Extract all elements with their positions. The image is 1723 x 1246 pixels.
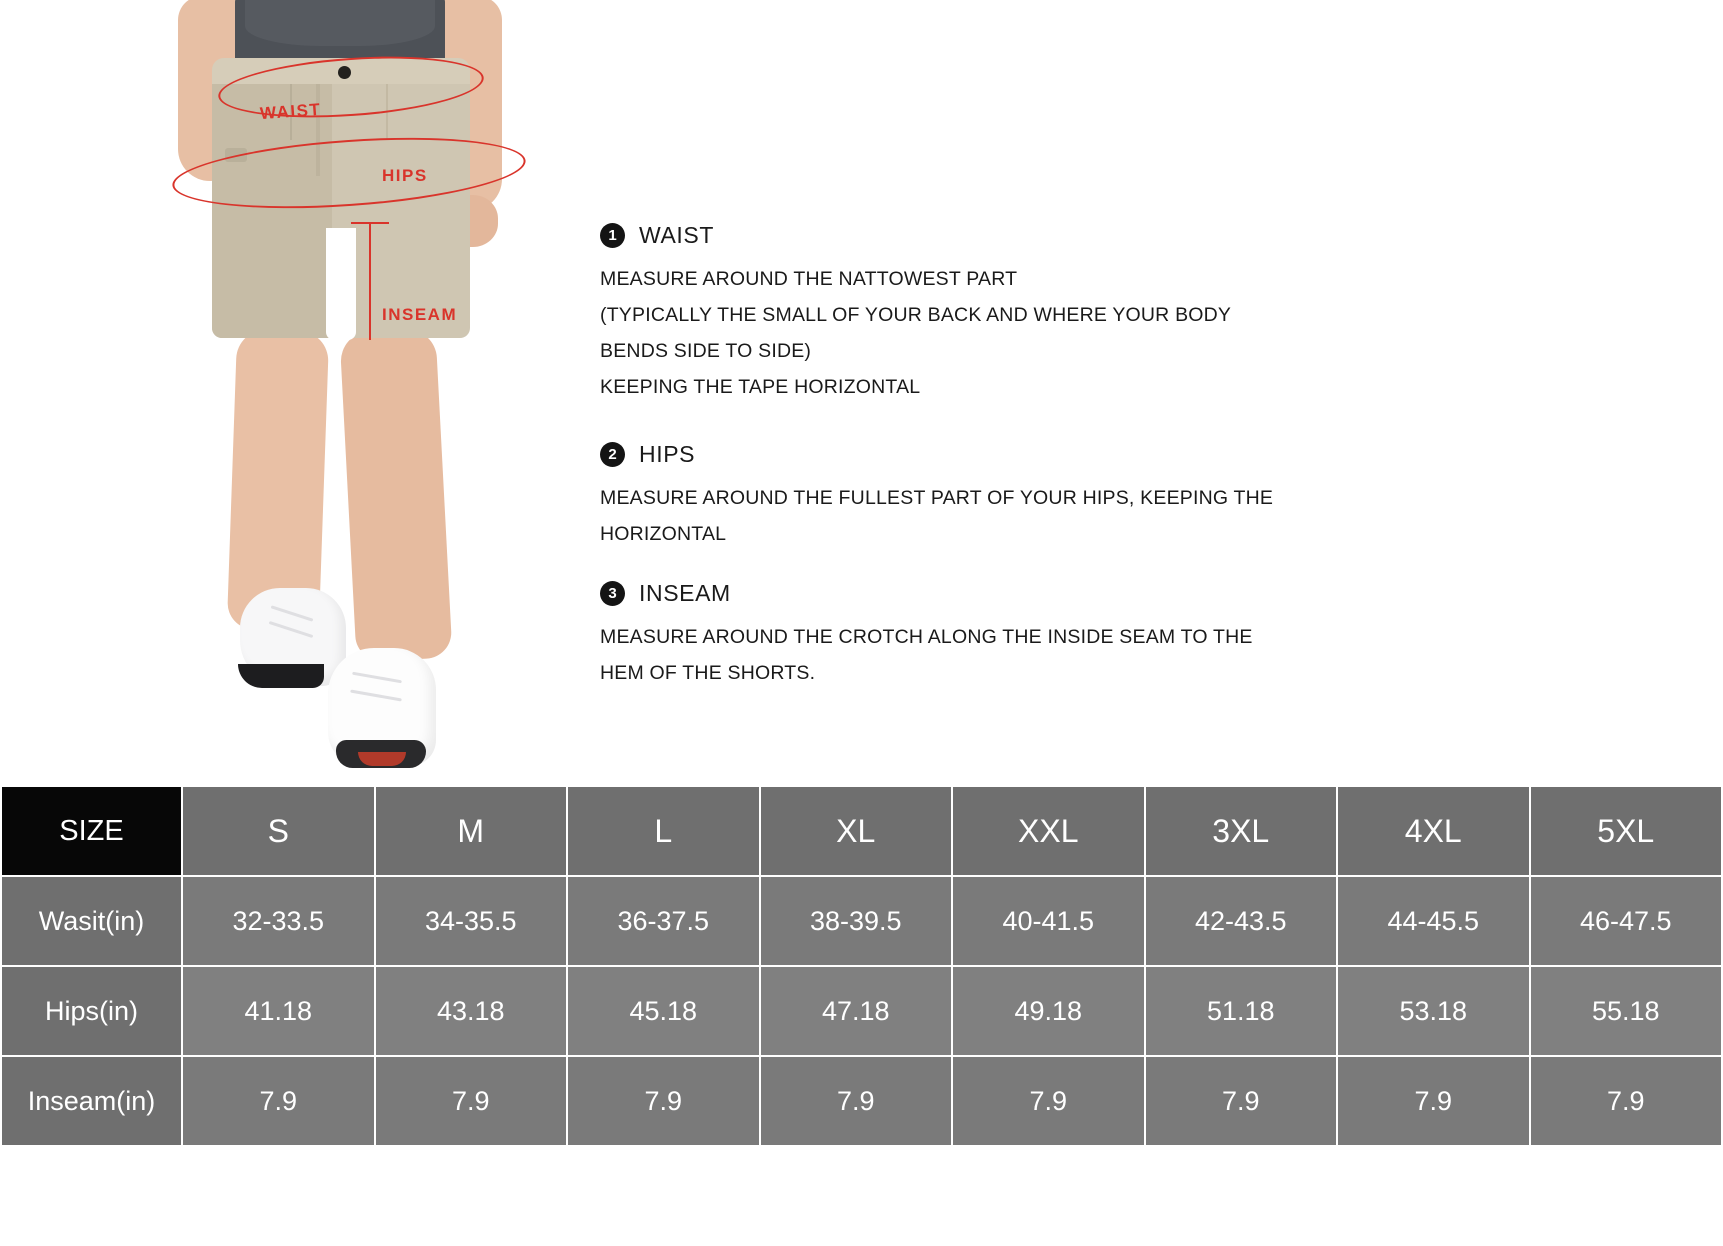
model-left-shoe-sole [238, 664, 324, 688]
column-header-4xl: 4XL [1337, 786, 1530, 876]
table-cell: 42-43.5 [1145, 876, 1338, 966]
table-cell: 46-47.5 [1530, 876, 1723, 966]
step-line: HEM OF THE SHORTS. [600, 662, 816, 684]
table-cell: 44-45.5 [1337, 876, 1530, 966]
step-title: WAIST [639, 222, 714, 248]
model-right-shoe-accent [358, 752, 406, 766]
table-cell: 7.9 [1145, 1056, 1338, 1146]
measuring-instructions [600, 222, 1640, 691]
table-cell: 40-41.5 [952, 876, 1145, 966]
instruction-step-header [600, 441, 1640, 468]
table-cell: 7.9 [375, 1056, 568, 1146]
step-line: (TYPICALLY THE SMALL OF YOUR BACK AND WHERE YOUR BODY [600, 304, 1232, 326]
table-cell: 7.9 [760, 1056, 953, 1146]
row-label-waist: Wasit(in) [1, 876, 182, 966]
shorts-leg-gap [326, 228, 356, 340]
instruction-step-header [600, 580, 1640, 607]
column-header-s: S [182, 786, 375, 876]
model-torso [235, 0, 445, 58]
row-label-hips: Hips(in) [1, 966, 182, 1056]
hips-measure-label: HIPS [382, 166, 428, 185]
inseam-measure-label: INSEAM [382, 305, 458, 324]
step-number-badge: 3 [600, 581, 625, 606]
table-cell: 45.18 [567, 966, 760, 1056]
table-cell: 7.9 [1337, 1056, 1530, 1146]
size-corner-label: SIZE [1, 786, 182, 876]
step-body [600, 480, 1640, 552]
table-cell: 51.18 [1145, 966, 1338, 1056]
table-row [1, 876, 1722, 966]
step-line: KEEPING THE TAPE HORIZONTAL [600, 376, 921, 398]
instruction-step-inseam [600, 580, 1640, 691]
table-row [1, 966, 1722, 1056]
table-header-row [1, 786, 1722, 876]
table-cell: 43.18 [375, 966, 568, 1056]
table-cell: 7.9 [952, 1056, 1145, 1146]
table-cell: 38-39.5 [760, 876, 953, 966]
table-cell: 41.18 [182, 966, 375, 1056]
table-cell: 55.18 [1530, 966, 1723, 1056]
step-body [600, 261, 1640, 405]
step-title: HIPS [639, 441, 696, 467]
step-line: HORIZONTAL [600, 523, 727, 545]
table-cell: 36-37.5 [567, 876, 760, 966]
instruction-step-hips [600, 441, 1640, 552]
instruction-step-header [600, 222, 1640, 249]
row-label-inseam: Inseam(in) [1, 1056, 182, 1146]
step-line: MEASURE AROUND THE CROTCH ALONG THE INSIDE SEAM TO THE [600, 626, 1253, 648]
step-line: MEASURE AROUND THE NATTOWEST PART [600, 268, 1018, 290]
step-line: MEASURE AROUND THE FULLEST PART OF YOUR HIPS, KEEPING THE [600, 487, 1274, 509]
step-number-badge: 1 [600, 223, 625, 248]
table-cell: 53.18 [1337, 966, 1530, 1056]
waist-measure-label: WAIST [259, 99, 322, 124]
table-cell: 49.18 [952, 966, 1145, 1056]
inseam-measure-line [369, 222, 371, 340]
table-cell: 7.9 [567, 1056, 760, 1146]
column-header-l: L [567, 786, 760, 876]
column-header-xl: XL [760, 786, 953, 876]
table-cell: 32-33.5 [182, 876, 375, 966]
table-cell: 7.9 [1530, 1056, 1723, 1146]
column-header-m: M [375, 786, 568, 876]
size-chart-table [0, 785, 1723, 1147]
column-header-3xl: 3XL [1145, 786, 1338, 876]
step-body [600, 619, 1640, 691]
table-cell: 34-35.5 [375, 876, 568, 966]
instruction-step-waist [600, 222, 1640, 405]
table-cell: 47.18 [760, 966, 953, 1056]
step-number-badge: 2 [600, 442, 625, 467]
step-line: BENDS SIDE TO SIDE) [600, 340, 812, 362]
column-header-xxl: XXL [952, 786, 1145, 876]
model-right-leg [339, 328, 452, 663]
product-illustration [120, 0, 540, 800]
table-cell: 7.9 [182, 1056, 375, 1146]
table-row [1, 1056, 1722, 1146]
column-header-5xl: 5XL [1530, 786, 1723, 876]
step-title: INSEAM [639, 580, 731, 606]
